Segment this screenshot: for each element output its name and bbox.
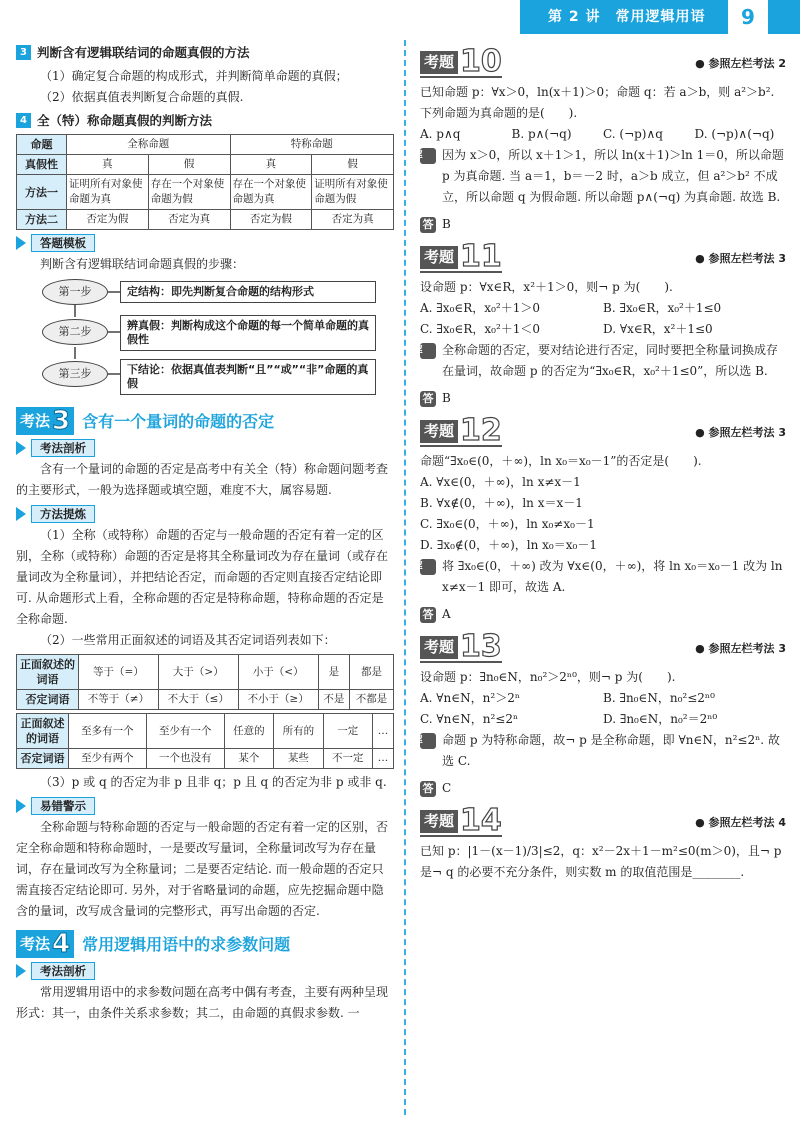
section-number: 3 [16,45,31,60]
warning-text: 全称命题与特称命题的否定与一般命题的否定有着一定的区别，否定全称命题和特称命题时，一是要改写量词，全称量词改写为存在量词，存在量词改写为全称量词；二是要否定结论. 而一般命题的否定只需直接否定结论即可. 另外，对于省略量词的命题，应先挖掘命题中隐含的量词，改写成含量词的完整形式，再写出命题的否定. [16,820,389,918]
step-1-oval: 第一步 [42,279,108,305]
reference-note: ● 参照左栏考法 3 [695,641,786,655]
question-10-header: 考题 10 ● 参照左栏考法 2 [420,48,786,78]
answer-icon: 答 [420,391,436,407]
question-10-answer: 答 B [420,214,786,235]
triangle-icon [16,799,26,813]
solution-icon: 解 [420,733,436,749]
negation-table-1: 正面叙述的词语 等于（=） 大于（>） 小于（<） 是 都是 否定词语 不等于（≠） 不大于（≤） 不小于（≥） 不是 不都是 [16,654,394,710]
reference-note: ● 参照左栏考法 2 [695,56,786,70]
method-2: （2）一些常用正面叙述的词语及其否定词语列表如下： [40,633,336,647]
question-12-option-c: C. ∃x₀∈(0，＋∞)，ln x₀≠x₀－1 [420,517,595,531]
quantifier-truth-table: 命题 全称命题 特称命题 真假性 真 假 真 假 方法一 证明所有对象使命题为真 存在一个对象使命题为假 存在一个对象使命题为真 证明所有对象使命题为假 方法二 否定为假 否定为真 否定为假 否定为真 [16,134,394,230]
question-12-solution: 解 将 ∃x₀∈(0，＋∞) 改为 ∀x∈(0，＋∞)，将 ln x₀＝x₀－1 改为 ln x≠x－1 即可，故选 A. [411,559,783,594]
section-3-line1: （1）确定复合命题的构成形式，并判断简单命题的真假； [40,69,348,83]
question-11-header: 考题 11 ● 参照左栏考法 3 [420,243,786,273]
triangle-icon [16,964,26,978]
triangle-icon [16,507,26,521]
question-10-options: A. p∧q B. p∧(¬q) C. (¬p)∧q D. (¬p)∧(¬q) [420,127,775,141]
question-14-stem: 已知 p：|1－(x－1)/3|≤2，q：x²－2x＋1－m²≤0(m＞0)，且¬ p 是¬ q 的必要不充分条件，则实数 m 的取值范围是________. [420,844,782,879]
page-number: 9 [728,0,768,34]
answer-template-tag: 答题模板 [16,234,394,252]
right-column [411,40,786,883]
question-12-option-d: D. ∃x₀∉(0，＋∞)，ln x₀＝x₀－1 [420,538,597,552]
steps-intro: 判断含有逻辑联结词命题真假的步骤： [40,257,245,271]
reference-note: ● 参照左栏考法 3 [695,425,786,439]
kaofa-4-heading: 考法 4 常用逻辑用语中的求参数问题 [16,930,394,958]
method-3: （3）p 或 q 的否定为非 p 且非 q；p 且 q 的否定为非 p 或非 q. [40,775,387,789]
kaofa-3-analysis: 含有一个量词的命题的否定是高考中有关全（特）称命题问题考查的主要形式，一般为选择题或填空题，难度不大，属容易题. [16,462,389,497]
question-11-options: A. ∃x₀∈R，x₀²＋1＞0 B. ∃x₀∈R，x₀²＋1≤0 C. ∃x₀∈R，x₀²＋1＜0 D. ∀x∈R，x²＋1≤0 [420,301,722,336]
question-12-stem: 命题“∃x₀∈(0，＋∞)，ln x₀＝x₀－1”的否定是( ). [420,454,702,468]
question-13-solution: 解 命题 p 为特称命题，故¬ p 是全称命题，即 ∀n∈N，n²≤2ⁿ. 故选 C. [411,733,780,768]
analysis-tag: 考法剖析 [16,439,394,457]
question-12-answer: 答 A [420,604,786,625]
section-4-heading: 4 全（特）称命题真假的判断方法 [16,110,394,131]
answer-icon: 答 [420,217,436,233]
answer-icon: 答 [420,781,436,797]
question-12-option-b: B. ∀x∉(0，＋∞)，ln x＝x－1 [420,496,583,510]
steps-flowchart [16,279,394,399]
question-11-solution: 解 全称命题的否定，要对结论进行否定，同时要把全称量词换成存在量词，故命题 p 的否定为“∃x₀∈R，x₀²＋1≤0”，所以选 B. [411,343,779,378]
analysis-tag-2: 考法剖析 [16,962,394,980]
method-1: （1）全称（或特称）命题的否定与一般命题的否定有着一定的区别，全称（或特称）命题的否定是将其全称量词改为存在量词（或存在量词改为全称量词），并把结论否定，而命题的否定则直接否定结论即可. 从命题形式上看，全称命题的否定是特称命题，特称命题的否定是全称命题. [16,528,389,626]
kaofa-3-heading: 考法 3 含有一个量词的命题的否定 [16,407,394,435]
chapter-title: 第 2 讲 常用逻辑用语 [548,9,706,25]
question-13-answer: 答 C [420,778,786,799]
question-10-stem: 已知命题 p：∀x＞0，ln(x＋1)＞0；命题 q：若 a＞b，则 a²＞b². 下列命题为真命题的是( ). [420,85,775,120]
triangle-icon [16,236,26,250]
solution-icon: 解 [420,148,436,164]
method-tag: 方法提炼 [16,505,394,523]
question-13-options: A. ∀n∈N，n²＞2ⁿ B. ∃n₀∈N，n₀²≤2ⁿ⁰ C. ∀n∈N，n²≤2ⁿ D. ∃n₀∈N，n₀²＝2ⁿ⁰ [420,691,718,726]
step-3-box: 下结论：依据真值表判断“且”“或”“非”命题的真假 [120,359,376,395]
question-14-header: 考题 14 ● 参照左栏考法 4 [420,807,786,837]
kaofa-4-analysis: 常用逻辑用语中的求参数问题在高考中偶有考查，主要有两种呈现形式：其一，由条件关系求参数；其二，由命题的真假求参数. 一 [16,985,389,1020]
solution-icon: 解 [420,559,436,575]
question-10-solution: 解 因为 x＞0，所以 x＋1＞1，所以 ln(x＋1)＞ln 1＝0，所以命题 p 为真命题. 当 a＝1，b＝－2 时，a＞b 成立，但 a²＞b² 不成立，所以命题 q 为假命题. 所以命题 p∧(¬q) 为真命题. 故选 B. [411,148,784,204]
solution-icon: 解 [420,343,436,359]
step-2-oval: 第二步 [42,319,108,345]
triangle-icon [16,441,26,455]
negation-table-2: 正面叙述的词语 至多有一个 至少有一个 任意的 所有的 一定 … 否定词语 至少有两个 一个也没有 某个 某些 不一定 … [16,713,394,769]
warning-tag: 易错警示 [16,797,394,815]
section-3-heading: 3 判断含有逻辑联结词的命题真假的方法 [16,42,394,63]
left-column [16,40,394,1024]
step-2-box: 辨真假：判断构成这个命题的每一个简单命题的真假性 [120,315,376,351]
question-12-option-a: A. ∀x∈(0，＋∞)，ln x≠x－1 [420,475,581,489]
step-3-oval: 第三步 [42,361,108,387]
question-13-stem: 设命题 p：∃n₀∈N，n₀²＞2ⁿ⁰，则¬ p 为( ). [420,670,676,684]
section-number: 4 [16,113,31,128]
column-divider [404,40,406,1115]
reference-note: ● 参照左栏考法 4 [695,815,786,829]
section-3-line2: （2）依据真值表判断复合命题的真假. [40,90,244,104]
question-13-header: 考题 13 ● 参照左栏考法 3 [420,633,786,663]
question-11-answer: 答 B [420,388,786,409]
step-1-box: 定结构：即先判断复合命题的结构形式 [120,281,376,303]
question-12-header: 考题 12 ● 参照左栏考法 3 [420,417,786,447]
question-11-stem: 设命题 p：∀x∈R，x²＋1＞0，则¬ p 为( ). [420,280,673,294]
answer-icon: 答 [420,607,436,623]
reference-note: ● 参照左栏考法 3 [695,251,786,265]
